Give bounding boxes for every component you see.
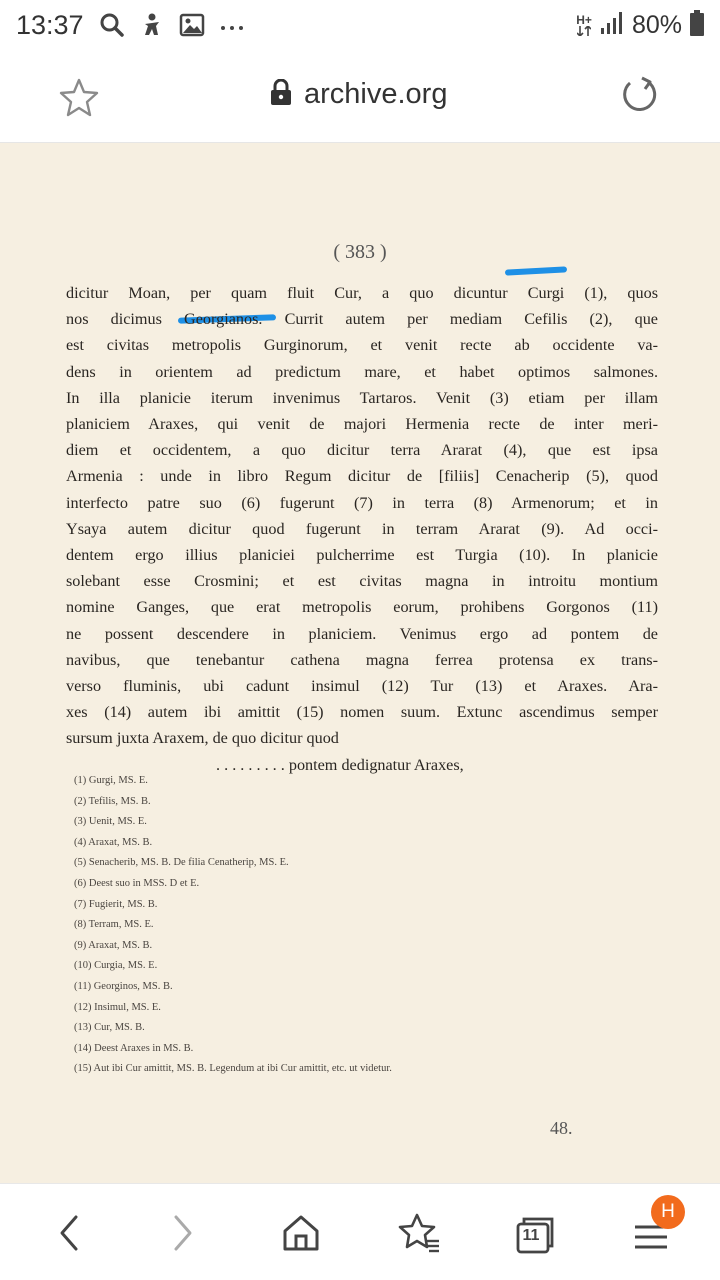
home-icon [280, 1212, 322, 1259]
text-line: dicitur Moan, per quam fluit Cur, a quo dicuntur Curgi (1), quos [66, 284, 658, 302]
star-icon [58, 105, 100, 122]
text-line: dentem ergo illius planiciei pulcherrime est Turgia (10). In planicie [66, 546, 658, 565]
footnote: (6) Deest suo in MSS. D et E. [74, 877, 200, 889]
status-time: 13:37 [16, 9, 84, 40]
accessibility-icon [138, 11, 166, 39]
footnote: (12) Insimul, MS. E. [74, 1001, 161, 1013]
notification-badge: H [651, 1195, 685, 1229]
tabs-button[interactable] [512, 1212, 558, 1258]
home-button[interactable] [278, 1212, 324, 1258]
text-line: verso fluminis, ubi cadunt insimul (12) Tur (13) et Araxes. Ara- [66, 677, 658, 696]
text-line: ne possent descendere in planiciem. Venimus ergo ad pontem de [66, 624, 658, 643]
footnote: (3) Uenit, MS. E. [74, 816, 147, 828]
footnotes [74, 771, 574, 1080]
battery-icon [690, 10, 704, 41]
address-bar [0, 50, 720, 143]
text-line: nomine Ganges, que erat metropolis eorum, prohibens Gorgonos (11) [66, 598, 658, 617]
menu-icon [631, 1201, 675, 1255]
reload-icon [618, 105, 662, 122]
menu-button[interactable] [628, 1201, 675, 1258]
favorite-star-button[interactable] [58, 76, 100, 118]
back-button[interactable] [46, 1212, 92, 1258]
page-number: ( 383 ) [333, 241, 387, 263]
footnote: (9) Araxat, MS. B. [74, 939, 153, 951]
network-type-label: H+ [576, 12, 592, 27]
text-line: Armenia : unde in libro Regum dicitur de [filiis] Cenacherip (5), quod [66, 467, 658, 486]
reload-button[interactable] [618, 74, 662, 118]
text-line: diem et occidentem, a quo dicitur terra Ararat (4), que est ipsa [66, 441, 658, 460]
footnote: (4) Araxat, MS. B. [74, 836, 153, 848]
search-icon [98, 11, 126, 39]
signal-icon [600, 11, 624, 40]
more-dots-icon [218, 11, 246, 39]
footnote: (13) Cur, MS. B. [74, 1022, 145, 1034]
text-line: In illa planicie iterum invenimus Tartaros. Venit (3) etiam per illam [66, 388, 658, 407]
text-line: interfecto patre suo (6) fugerunt (7) in terra (8) Armenorum; et in [66, 493, 658, 512]
footnote: (5) Senacherib, MS. B. De filia Cenatherip, MS. E. [74, 857, 289, 869]
body-text [66, 280, 658, 778]
lock-icon [270, 79, 292, 110]
network-type-icon [576, 12, 592, 36]
url-text: archive.org [304, 78, 448, 110]
tab-count: 11 [522, 1227, 540, 1244]
footnote: (7) Fugierit, MS. B. [74, 898, 158, 910]
battery-percent: 80% [631, 10, 682, 39]
text-line: est civitas metropolis Gurginorum, et venit recte ab occidente va- [66, 336, 658, 355]
footnote: (10) Curgia, MS. E. [74, 960, 158, 972]
forward-button[interactable] [160, 1212, 206, 1258]
tabs-icon [515, 1215, 555, 1255]
footnote: (14) Deest Araxes in MS. B. [74, 1042, 194, 1054]
gallery-icon [178, 11, 206, 39]
text-line: Ysaya autem dicitur quod fugerunt in terram Ararat (9). Ad occi- [66, 519, 658, 538]
footnote: (1) Gurgi, MS. E. [74, 775, 148, 786]
forward-icon [168, 1213, 198, 1258]
page-signature: 48. [550, 1118, 573, 1138]
text-line: planiciem Araxes, qui venit de majori Hermenia recte de inter meri- [66, 415, 658, 434]
text-line: nos dicimus Georgianos. Currit autem per mediam Cefilis (2), que [66, 310, 658, 329]
text-line: solebant esse Crosmini; et est civitas magna in introitu montium [66, 572, 658, 591]
footnote: (11) Georginos, MS. B. [74, 980, 173, 992]
text-line: xes (14) autem ibi amittit (15) nomen suum. Extunc ascendimus semper [66, 703, 658, 722]
verse-line: . . . . . . . . . pontem dedignatur Araxes, [216, 755, 464, 774]
status-notification-icons [98, 11, 246, 39]
back-icon [54, 1213, 84, 1258]
text-line: dens in orientem ad predictum mare, et habet optimos salmones. [66, 362, 658, 381]
status-bar [0, 0, 720, 50]
footnote: (2) Tefilis, MS. B. [74, 795, 151, 807]
bookmarks-button[interactable] [396, 1212, 442, 1258]
footnote: (15) Aut ibi Cur amittit, MS. B. Legendum at ibi Cur amittit, etc. ut videtur. [74, 1063, 392, 1075]
bottom-navigation [0, 1183, 720, 1280]
text-line: navibus, que tenebantur cathena magna ferrea protensa ex trans- [66, 650, 658, 669]
text-line: sursum juxta Araxem, de quo dicitur quod [66, 729, 339, 748]
bookmarks-icon [397, 1211, 441, 1260]
status-system-icons [576, 10, 704, 41]
highlight-mark-curgi [505, 266, 567, 275]
footnote: (8) Terram, MS. E. [74, 919, 154, 931]
url-field[interactable] [270, 78, 447, 111]
scanned-page[interactable] [0, 143, 720, 1183]
